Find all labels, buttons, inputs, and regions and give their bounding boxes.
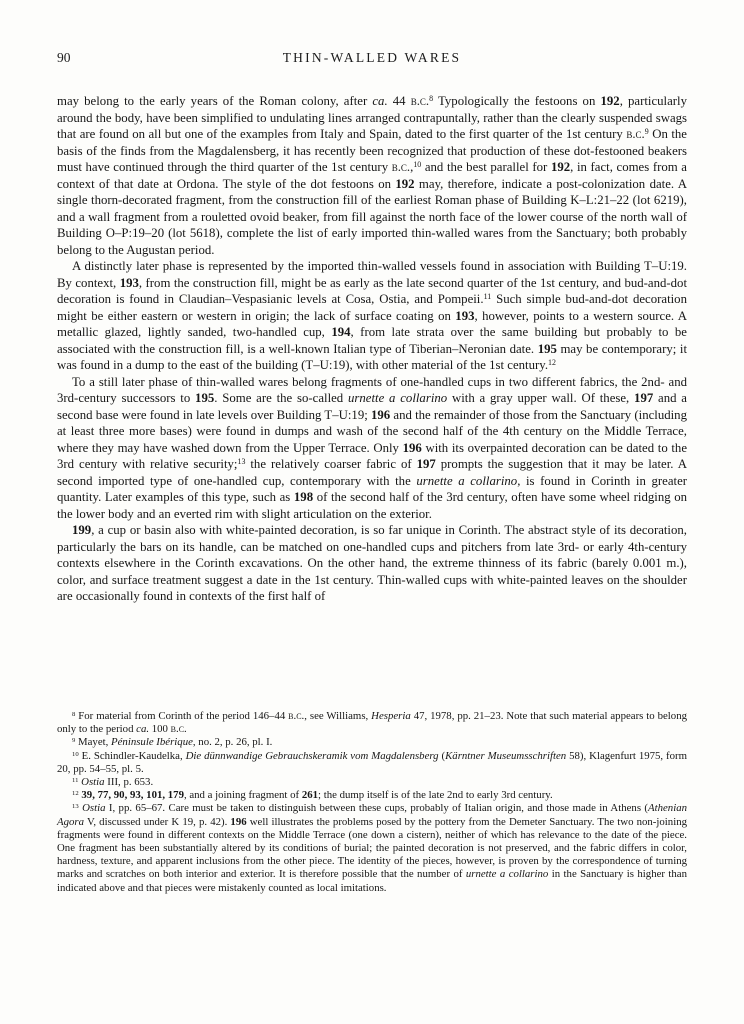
text-run: 194	[331, 325, 351, 339]
text-run: prompts the suggestion that it may be later. A second imported type of one-handled cup, contemporary with the	[57, 457, 687, 488]
text-run: 44	[387, 94, 411, 108]
footnote	[57, 789, 687, 802]
body-paragraph	[57, 522, 687, 605]
text-run: Such simple bud-and-dot decoration might be either eastern or western in origin; the lack of surface coating on	[57, 292, 687, 323]
footnote-ref: 12	[548, 358, 556, 368]
text-run: ca.	[136, 723, 150, 736]
text-run: the relatively coarser fabric of	[245, 457, 417, 471]
text-run: urnette a collarino	[465, 868, 549, 881]
footnote-ref: 8	[429, 94, 434, 104]
text-run: and the best parallel for	[421, 160, 551, 174]
footnote-ref: 13	[72, 803, 79, 811]
footnote-ref: 11	[483, 292, 492, 302]
text-run: in the Sanctuary is higher than indicated above and that pieces were mistakenly counted as local imitations.	[57, 868, 687, 894]
body-paragraph	[57, 258, 687, 374]
footnote-ref: 12	[72, 790, 79, 798]
body-paragraph	[57, 93, 687, 258]
text-run: 196	[371, 407, 391, 422]
body-text	[57, 93, 687, 605]
text-run: 193	[455, 308, 475, 323]
text-run: , a cup or basin also with white-painted decoration, is so far unique in Corinth. The abstract style of its decoration, particularly the bars on its handle, can be matched on one-handled cups and pitchers from late 3rd- or early 4th-century contexts elsewhere in the Corinth excavations. On the other hand, the extreme thinness of its fabric (barely 0.001 m.), color, and surface treatment suggest a date in the 1st century. Thin-walled cups with white-painted leaves on the shoulder are occasionally found in contexts of the first half of	[57, 523, 687, 603]
text-run: E. Schindler-Kaudelka,	[78, 749, 186, 762]
text-run: , in fact, comes from a context of that date at Ordona. The style of the dot festoons on	[57, 160, 687, 191]
footnote-ref: 10	[72, 750, 79, 758]
text-run: 195	[195, 391, 215, 405]
text-run: , no. 2, p. 26, pl. I.	[192, 736, 273, 749]
text-run: and a second base were found in late levels over Building T–U:19;	[57, 391, 687, 422]
text-run: well illustrates the problems posed by the pottery from the Demeter Sanctuary. The two non-joining fragments were found in different contexts on the Middle Terrace (one down a cistern), neither of which has relevance to the date of the piece. One fragment has been substantially altered by its conditions of burial; the painted decoration is not preserved, and the fabric differs in color, hardness, texture, and apparent inclusions from the other piece. The identity of the pieces, however, is proven by the correspondence of turning marks and scratches on both interior and exterior. It is therefore possible that the number of	[57, 815, 687, 881]
text-run: Ostia	[82, 802, 106, 815]
text-run: III, p. 653.	[104, 776, 154, 789]
text-run: ,	[410, 160, 414, 174]
text-run: 196	[230, 815, 247, 828]
running-head: THIN-WALLED WARES	[282, 50, 462, 65]
text-run: urnette a collarino	[348, 391, 448, 405]
text-run: with a gray upper wall. Of these,	[447, 391, 635, 405]
text-run: , from the construction fill, might be as early as the late second quarter of the 1st century, and bud-and-dot decoration is found in Claudian–Vespasianic levels at Cosa, Ostia, and Pompeii.	[57, 275, 687, 306]
text-run: 197	[634, 391, 654, 405]
text-run: may belong to the early years of the Roman colony, after	[57, 94, 373, 108]
footnote-ref: 9	[72, 737, 76, 745]
text-run: For material from Corinth of the period 146–44	[75, 710, 289, 722]
footnote	[57, 736, 687, 749]
text-run: ca.	[372, 94, 388, 108]
text-run: Die dünnwandige Gebrauchskeramik vom Magdalensberg	[185, 749, 439, 762]
text-run: A distinctly later phase is represented by the imported thin-walled vessels found in association with Building T–U:19. By context,	[57, 259, 687, 290]
text-run: , from late strata over the same building but probably to be associated with the construction fill, is a well-known Italian type of Tiberian–Neronian date.	[57, 325, 687, 356]
text-run: 198	[293, 490, 314, 504]
text-run: I, pp. 65–67. Care must be taken to distinguish between these cups, probably of Italian origin, and those made in Athens (	[105, 802, 649, 815]
body-paragraph	[57, 374, 687, 523]
text-run: . Some are the so-called	[214, 391, 349, 405]
text-run: of the second half of the 3rd century, often have some wheel ridging on the lower body and an everted rim with slight articulation on the exterior.	[57, 490, 688, 521]
text-run: On the basis of the finds from the Magdalensberg, it has recently been recognized that production of these dot-festooned beakers must have continued through the third quarter of the 1st century	[57, 127, 687, 174]
text-run: b.c.	[391, 160, 411, 174]
text-run: 192	[550, 160, 571, 174]
text-run: ; the dump itself is of the late 2nd to early 3rd century.	[318, 789, 553, 802]
footnote	[57, 750, 687, 776]
footnote	[57, 710, 687, 736]
text-run: , see Williams,	[304, 710, 372, 722]
text-run: may be contemporary; it was found in a dump to the east of the building (T–U:19), with other material of the 1st century.	[57, 341, 688, 372]
text-run: b.c.	[170, 723, 187, 736]
footnote-ref: 9	[644, 127, 649, 137]
text-run: 196	[402, 440, 422, 455]
footnote	[57, 802, 687, 894]
footnote-ref: 8	[72, 711, 76, 718]
text-run: Péninsule Ibérique	[111, 736, 193, 749]
text-run: b.c.	[410, 94, 430, 108]
page-number: 90	[57, 50, 71, 65]
text-run: 192	[395, 176, 415, 191]
text-run: 193	[119, 275, 139, 290]
text-run: Typologically the festoons on	[433, 94, 601, 108]
footnote-ref: 10	[413, 160, 422, 170]
text-run: V, discussed under K 19, p. 42).	[84, 815, 231, 828]
text-run: and the remainder of those from the Sanctuary (including at least three more bases) were found in dumps and wash of the second half of the 4th century on the Middle Terrace, where they may have washed down from the Upper Terrace. Only	[57, 407, 687, 455]
text-run: b.c.	[288, 710, 305, 722]
footnote-ref: 13	[237, 457, 246, 467]
text-run: 58), Klagenfurt 1975, form 20, pp. 54–55, pl. 5.	[57, 749, 688, 775]
text-run: Ostia	[81, 776, 105, 789]
page-header	[57, 50, 687, 66]
text-run: with its overpainted decoration can be dated to the 3rd century with relative security;	[57, 440, 687, 471]
footnote	[57, 776, 687, 789]
text-run: Mayet,	[75, 736, 112, 749]
text-run: 192	[600, 94, 620, 108]
text-run: , and a joining fragment of	[183, 789, 302, 802]
text-run: 197	[416, 457, 436, 471]
text-run: Athenian Agora	[57, 802, 687, 828]
text-run: (	[438, 749, 446, 762]
text-run: urnette a collarino	[416, 473, 518, 488]
text-run: 261	[301, 789, 319, 802]
text-run: 100	[149, 723, 171, 736]
text-run: 195	[537, 341, 557, 356]
footnote-ref: 11	[72, 777, 79, 785]
text-run: 39, 77, 90, 93, 101, 179	[81, 789, 184, 802]
text-run: , however, points to a western source. A metallic glazed, lightly sanded, two-handled cup,	[57, 308, 688, 339]
text-run: b.c.	[626, 127, 645, 141]
text-run: , is found in Corinth in greater quantity. Later examples of this type, such as	[57, 473, 688, 504]
text-run: may, therefore, indicate a post-colonization date. A single thorn-decorated fragment, from the construction fill of the earliest Roman phase of Building K–L:21–22 (lot 6219), and a wall fragment from a rouletted ovoid beaker, from fill against the north face of the lower course of the north wall of Building O–P:19–20 (lot 5618), complete the list of early imported thin-walled wares from the Sanctuary; both probably belong to the Augustan period.	[57, 176, 687, 257]
text-run: 47, 1978, pp. 21–23. Note that such material appears to belong only to the period	[57, 710, 687, 736]
text-run: Hesperia	[371, 710, 411, 722]
text-run: 199	[72, 523, 92, 537]
text-run: To a still later phase of thin-walled wares belong fragments of one-handled cups in two different fabrics, the 2nd- and 3rd-century successors to	[57, 374, 687, 405]
footnotes	[57, 710, 687, 895]
text-run: Kärntner Museumsschriften	[445, 749, 567, 762]
text-run: , particularly around the body, have been simplified to undulating lines arranged contrapuntally, rather than the clearly suspended swags that are found on all but one of the examples from Italy and Spain, dated to the first quarter of the 1st century	[57, 94, 687, 141]
